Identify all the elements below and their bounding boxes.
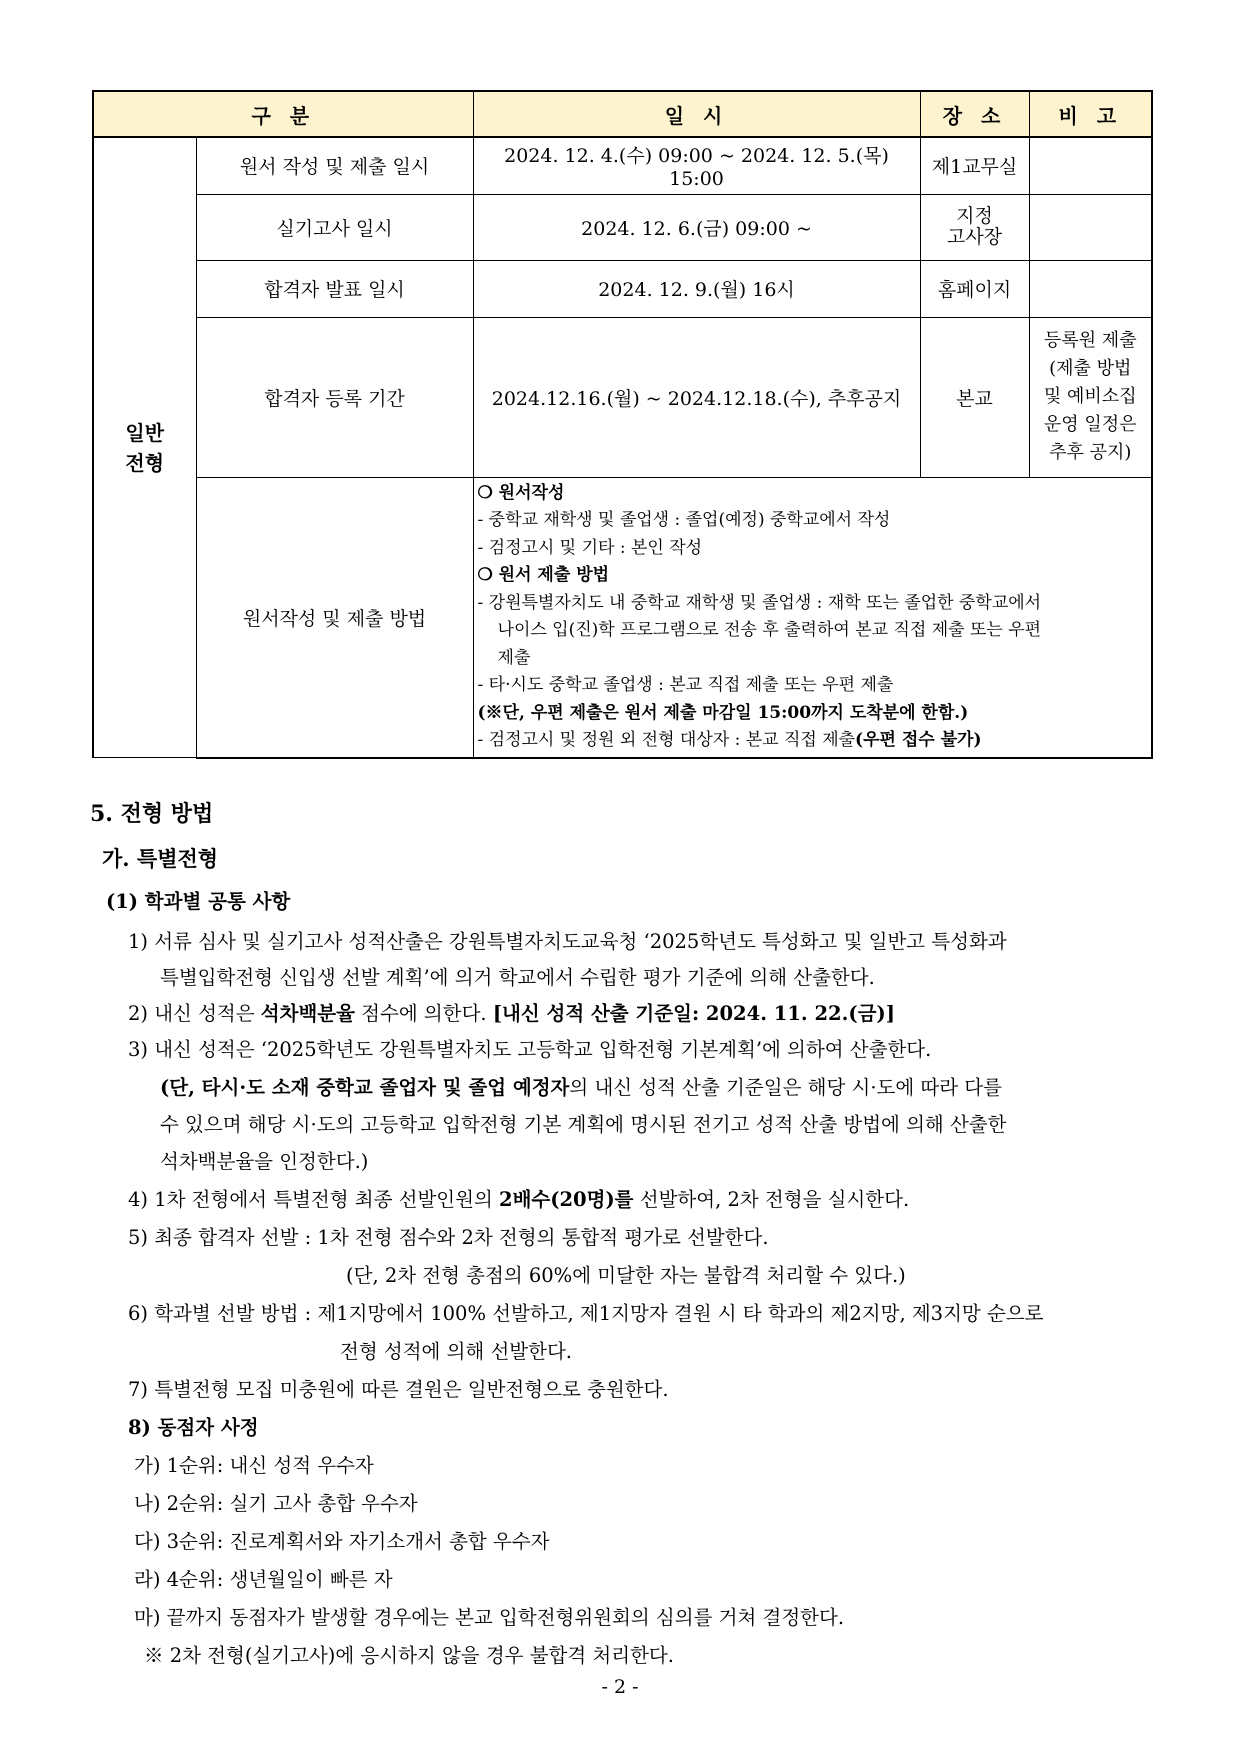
item-5: 5) 최종 합격자 선발 : 1차 전형 점수와 2차 전형의 통합적 평가로 선발한다.: [128, 1226, 769, 1249]
row-place: 제1교무실: [920, 137, 1029, 194]
row-place: 홈페이지: [920, 260, 1029, 317]
table-row: [93, 477, 1152, 758]
item-1-line-1: 1) 서류 심사 및 실기고사 성적산출은 강원특별자치도교육청 ‘2025학년도 특성화고 및 일반고 특성화과: [128, 930, 1007, 953]
table-row: [93, 260, 1152, 317]
page-number: - 2 -: [601, 1676, 639, 1698]
header-remarks: 비 고: [1029, 91, 1152, 137]
item-6: 6) 학과별 선발 방법 : 제1지망에서 100% 선발하고, 제1지망자 결원 시 타 학과의 제2지망, 제3지망 순으로: [128, 1302, 1044, 1325]
row-place: 지정 고사장: [920, 194, 1029, 260]
item-3-note-2: 수 있으며 해당 시·도의 고등학교 입학전형 기본 계획에 명시된 전기고 성적 산출 방법에 의해 산출한: [160, 1113, 1007, 1136]
row-note: [1029, 260, 1152, 317]
table-top-border: [92, 90, 1151, 92]
header-category: 구 분: [93, 91, 473, 137]
table-row: [93, 137, 1152, 194]
item-6-note: 전형 성적에 의해 선발한다.: [340, 1340, 573, 1363]
row-item: 실기고사 일시: [196, 194, 473, 260]
item-8: 8) 동점자 사정: [128, 1416, 259, 1439]
header-place: 장 소: [920, 91, 1029, 137]
section-title: 5. 전형 방법: [90, 801, 214, 827]
row-date: 2024. 12. 9.(월) 16시: [473, 260, 920, 317]
row-place: 본교: [920, 317, 1029, 477]
row-date: 2024.12.16.(월) ~ 2024.12.18.(수), 추후공지: [473, 317, 920, 477]
header-datetime: 일 시: [473, 91, 920, 137]
tie-rule-4: 라) 4순위: 생년월일이 빠른 자: [134, 1568, 393, 1591]
item-1-line-2: 특별입학전형 신입생 선발 계획’에 의거 학교에서 수립한 평가 기준에 의해 산출한다.: [160, 966, 875, 989]
group-label: 일반 전형: [93, 137, 196, 758]
row-date: 2024. 12. 4.(수) 09:00 ~ 2024. 12. 5.(목) 15:00: [473, 137, 920, 194]
schedule-table: [92, 90, 1153, 759]
row-item: 원서 작성 및 제출 일시: [196, 137, 473, 194]
table-row: [93, 194, 1152, 260]
item-7: 7) 특별전형 모집 미충원에 따른 결원은 일반전형으로 충원한다.: [128, 1378, 669, 1401]
row-date: 2024. 12. 6.(금) 09:00 ~: [473, 194, 920, 260]
method-detail: ❍ 원서작성 - 중학교 재학생 및 졸업생 : 졸업(예정) 중학교에서 작성 - 검정고시 및 기타 : 본인 작성 ❍ 원서 제출 방법 - 강원특별자치도 내 중학교 재학생 및 졸업생 : 재학 또는 졸업한 중학교에서 나이스 입(진)학 프로그램으로 전송 후 출력하여 본교 직접 제출 또는 우편 제출 - 타·시도 중학교 졸업생 : 본교 직접 제출 또는 우편 제출 (※단, 우편 제출은 원서 제출 마감일 15:00까지 도착분에 한함.) - 검정고시 및 정원 외 전형 대상자 : 본교 직접 제출(우편 접수 불가): [473, 477, 1152, 758]
tie-rule-1: 가) 1순위: 내신 성적 우수자: [134, 1454, 374, 1477]
item-3-note-3: 석차백분율을 인정한다.): [160, 1150, 369, 1173]
item-3-note-1: (단, 타시·도 소재 중학교 졸업자 및 졸업 예정자의 내신 성적 산출 기준일은 해당 시·도에 따라 다를: [160, 1076, 1002, 1099]
tie-rule-2: 나) 2순위: 실기 고사 총합 우수자: [134, 1492, 418, 1515]
item-5-note: (단, 2차 전형 총점의 60%에 미달한 자는 불합격 처리할 수 있다.): [346, 1264, 906, 1287]
subsection-heading: (1) 학과별 공통 사항: [106, 890, 291, 913]
absence-note: ※ 2차 전형(실기고사)에 응시하지 않을 경우 불합격 처리한다.: [144, 1644, 674, 1667]
section-subtitle: 가. 특별전형: [102, 846, 219, 871]
tie-rule-5: 마) 끝까지 동점자가 발생할 경우에는 본교 입학전형위원회의 심의를 거쳐 결정한다.: [134, 1606, 845, 1629]
row-note: 등록원 제출 (제출 방법 및 예비소집 운영 일정은 추후 공지): [1029, 317, 1152, 477]
row-note: [1029, 137, 1152, 194]
row-item: 원서작성 및 제출 방법: [196, 477, 473, 758]
item-3: 3) 내신 성적은 ‘2025학년도 강원특별자치도 고등학교 입학전형 기본계획’에 의하여 산출한다.: [128, 1038, 932, 1061]
tie-rule-3: 다) 3순위: 진로계획서와 자기소개서 총합 우수자: [134, 1530, 550, 1553]
item-4: 4) 1차 전형에서 특별전형 최종 선발인원의 2배수(20명)를 선발하여, 2차 전형을 실시한다.: [128, 1188, 910, 1211]
table-row: [93, 317, 1152, 477]
row-note: [1029, 194, 1152, 260]
row-item: 합격자 발표 일시: [196, 260, 473, 317]
item-2: 2) 내신 성적은 석차백분율 점수에 의한다. [내신 성적 산출 기준일: 2024. 11. 22.(금)]: [128, 1002, 895, 1025]
row-item: 합격자 등록 기간: [196, 317, 473, 477]
